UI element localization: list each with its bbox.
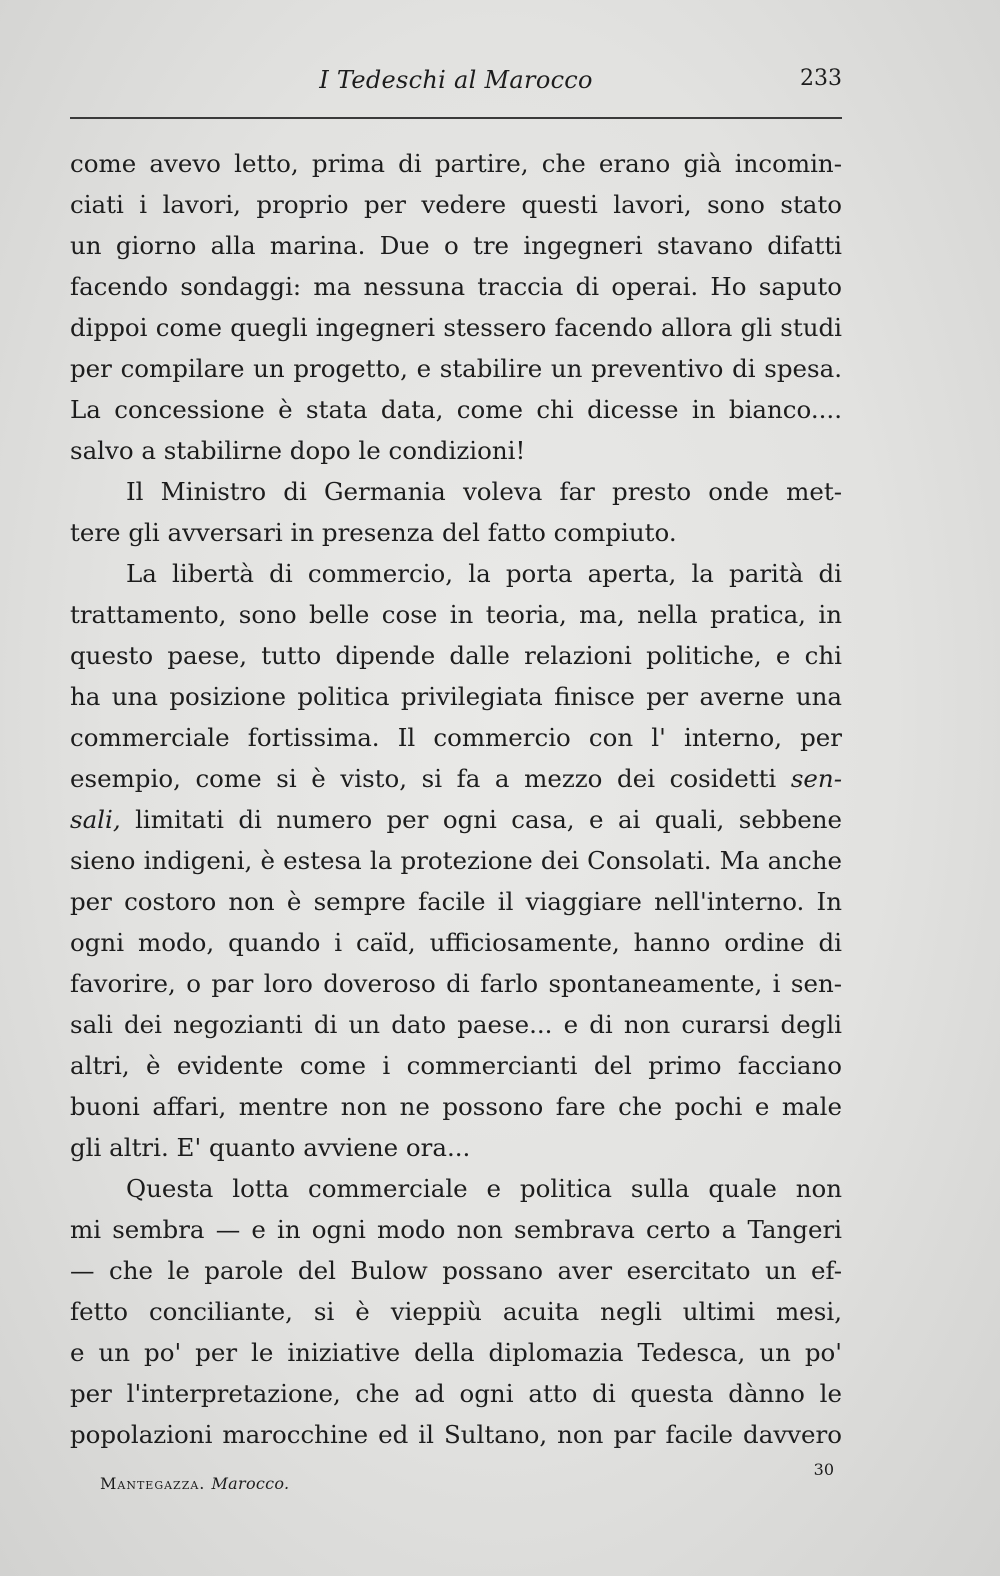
text-line: sali dei negozianti di un dato paese... e di non curarsi degli [70,1010,842,1039]
text-line: dippoi come quegli ingegneri stessero facendo allora gli studi [70,313,842,342]
running-head [70,66,842,106]
printer-signature [100,1474,289,1493]
text-line [70,799,842,840]
text-line: ha una posizione politica privilegiata finisce per averne una [70,682,842,711]
text-line: commerciale fortissima. Il commercio con l' interno, per [70,723,842,752]
text-span: esempio, come si è visto, si fa a mezzo dei cosidetti [70,764,791,793]
text-line [70,758,842,799]
running-title: I Tedeschi al Marocco [319,66,593,94]
signature-title: Marocco. [211,1474,290,1493]
text-line: e un po' per le iniziative della diplomazia Tedesca, un po' [70,1338,842,1367]
text-line: La libertà di commercio, la porta aperta, la parità di [126,559,842,588]
text-line: popolazioni marocchine ed il Sultano, non par facile davvero [70,1420,842,1449]
text-line: sieno indigeni, è estesa la protezione dei Consolati. Ma anche [70,846,842,875]
text-line: mi sembra — e in ogni modo non sembrava certo a Tangeri [70,1215,842,1244]
text-line: tere gli avversari in presenza del fatto compiuto. [70,518,677,547]
header-rule [70,117,842,119]
signature-author: Mantegazza. [100,1474,206,1493]
text-line: per compilare un progetto, e stabilire un preventivo di spesa. [70,354,842,383]
signature-mark: 30 [813,1460,834,1479]
text-line: facendo sondaggi: ma nessuna traccia di operai. Ho saputo [70,272,842,301]
paragraph [70,471,842,553]
text-line: altri, è evidente come i commercianti del primo facciano [70,1051,842,1080]
italic-term: sali, [70,805,121,834]
text-line: La concessione è stata data, come chi dicesse in bianco.... [70,395,842,424]
text-line: ogni modo, quando i caïd, ufficiosamente, hanno ordine di [70,928,842,957]
text-line: come avevo letto, prima di partire, che erano già incomin- [70,149,842,178]
body-text [70,143,842,1455]
italic-term: sen- [790,764,842,793]
text-line: trattamento, sono belle cose in teoria, ma, nella pratica, in [70,600,842,629]
text-line: Questa lotta commerciale e politica sulla quale non [126,1174,842,1203]
text-line: fetto conciliante, si è vieppiù acuita negli ultimi mesi, [70,1297,842,1326]
text-line: favorire, o par loro doveroso di farlo spontaneamente, i sen- [70,969,842,998]
page-footer [70,1460,842,1500]
text-line: — che le parole del Bulow possano aver esercitato un ef- [70,1256,842,1285]
text-span: limitati di numero per ogni casa, e ai quali, sebbene [120,805,842,834]
page-number: 233 [800,66,842,91]
paragraph [70,143,842,471]
text-line: Il Ministro di Germania voleva far presto onde met- [126,477,842,506]
paragraph [70,553,842,1168]
text-line: questo paese, tutto dipende dalle relazioni politiche, e chi [70,641,842,670]
text-line: ciati i lavori, proprio per vedere questi lavori, sono stato [70,190,842,219]
text-line: per l'interpretazione, che ad ogni atto di questa dànno le [70,1379,842,1408]
paragraph [70,1168,842,1455]
text-line: salvo a stabilirne dopo le condizioni! [70,436,526,465]
text-line: un giorno alla marina. Due o tre ingegneri stavano difatti [70,231,842,260]
text-line: gli altri. E' quanto avviene ora... [70,1133,471,1162]
text-line: per costoro non è sempre facile il viaggiare nell'interno. In [70,887,842,916]
text-line: buoni affari, mentre non ne possono fare che pochi e male [70,1092,842,1121]
